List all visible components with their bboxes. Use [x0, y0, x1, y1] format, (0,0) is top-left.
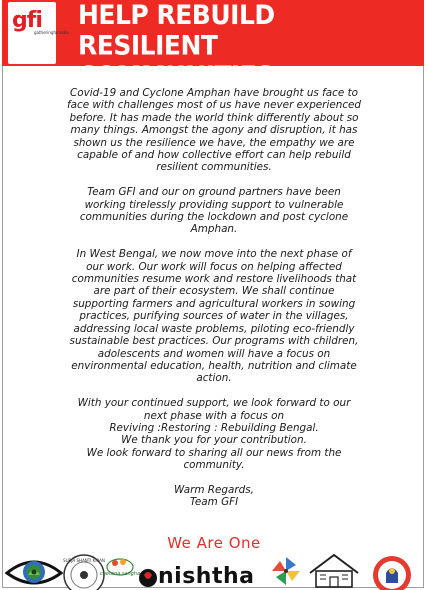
paragraph-west-bengal: In West Bengal, we now move into the next phase of our work. Our work will focus on helping affected communities resume work and restore livelihoods that are part of their ecosystem. We shall continue supporting farmers and agricultural workers in sowing practices, purifying sources of water in the villages, addressing local waste problems, piloting eco-friendly sustainable best practices. Our programs with children, adolescents and women will have a focus on environmental education, health, nutrition and climate action. [69, 248, 359, 385]
paragraph-team-gfi: Team GFI and our on ground partners have been working tirelessly providing support to vulnerable communities during the lockdown and post cyclone Amphan. [79, 186, 349, 236]
letter-body [22, 87, 406, 509]
partner-logos [4, 553, 424, 589]
eye-logo-icon [4, 553, 64, 589]
title-line-2: RESILIENT COMMUNITIES [78, 30, 274, 92]
signoff [22, 484, 406, 509]
nishtha-logo-text: nishtha [158, 564, 255, 589]
title-line-1: HELP REBUILD [78, 0, 275, 31]
gfi-logo-letters: gfi [12, 8, 42, 33]
house-sketch-logo-icon [304, 553, 364, 589]
gfi-logo-tagline: gatheringforindia [34, 30, 69, 35]
paragraph-support: With your continued support, we look forward to our next phase with a focus on Reviving :Restoring : Rebuilding Bengal. We thank you for your contribution. We look forward to sharing all our news from the community. [77, 397, 351, 472]
paragraph-intro: Covid-19 and Cyclone Amphan have brought us face to face with challenges most of us have never experienced before. It has made the world think differently about so many things. Amongst the agony and disruption, it has shown us the resilience we have, the empathy we are capable of and how collective effort can help rebuild resilient communities. [66, 87, 362, 174]
chetana-sangha-text: chetana sangha [99, 571, 141, 577]
signoff-greeting: Warm Regards, [174, 483, 254, 496]
pinwheel-logo-icon [270, 553, 302, 589]
we-are-one-tagline: We Are One [167, 534, 261, 552]
emblem-logo-icon [372, 553, 412, 589]
gfi-logo [8, 2, 69, 64]
page-title [78, 0, 418, 91]
badge-ring-text: SURJA SHANTI KIRAN [63, 558, 105, 563]
nishtha-mark-icon [138, 553, 158, 589]
signoff-signature: Team GFI [189, 496, 239, 509]
chetana-sangha-logo-icon [99, 553, 141, 589]
header-banner [2, 0, 424, 92]
